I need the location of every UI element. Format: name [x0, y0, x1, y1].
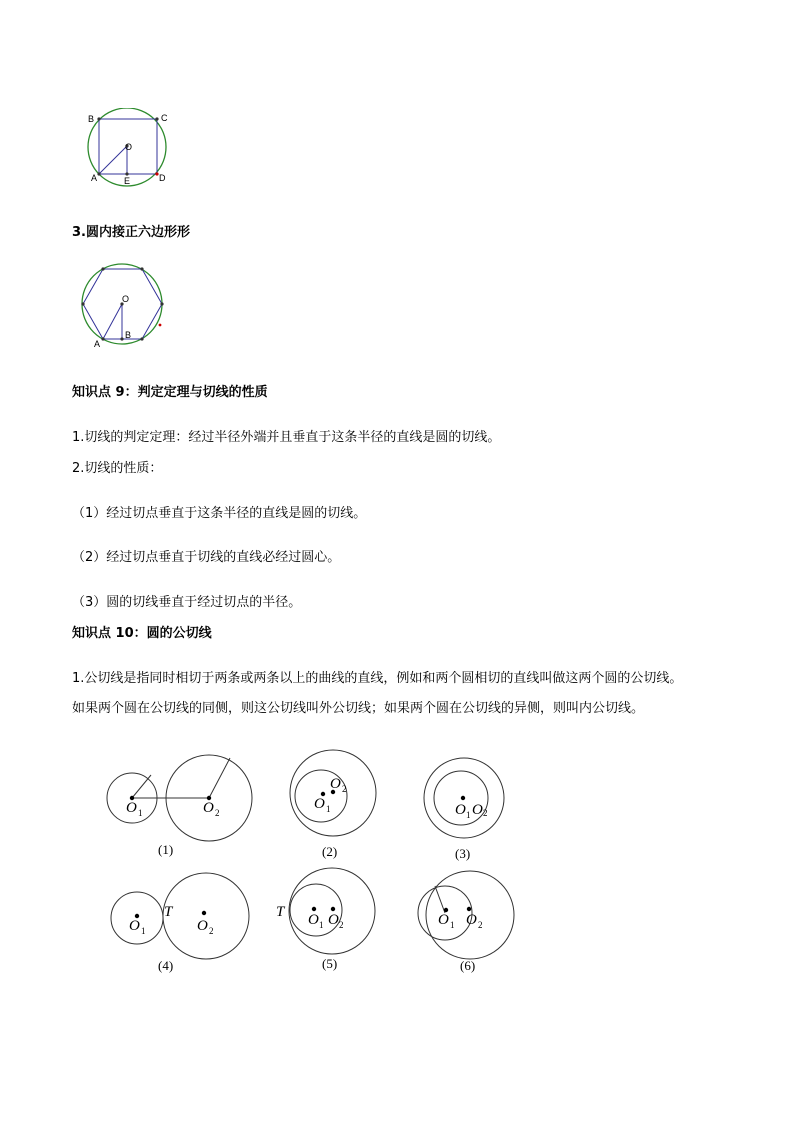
subscript: 1: [466, 810, 471, 820]
subscript: 2: [342, 784, 347, 794]
subscript: 1: [138, 808, 143, 818]
caption-1: (1): [158, 842, 174, 857]
caption-6: (6): [460, 958, 476, 973]
caption-4: (4): [158, 958, 174, 973]
center-label: O: [126, 800, 137, 816]
kp9-line1: 1.切线的判定定理：经过半径外端并且垂直于这条半径的直线是圆的切线。: [72, 430, 501, 445]
label-B: B: [125, 330, 132, 340]
kp9-item3: （3）圆的切线垂直于经过切点的半径。: [72, 595, 302, 610]
center-label: O: [466, 912, 477, 928]
circle-relations-figure: [100, 748, 540, 980]
center-label: O: [203, 800, 214, 816]
caption-5: (5): [322, 956, 338, 971]
center-label: O: [455, 802, 466, 818]
subscript: 1: [319, 920, 324, 930]
kp10-title: 知识点 10：圆的公切线: [72, 626, 212, 641]
tangent-point-label: T: [164, 904, 173, 920]
subscript: 2: [478, 920, 483, 930]
subscript: 2: [339, 920, 344, 930]
subscript: 1: [450, 920, 455, 930]
kp10-line2: 如果两个圆在公切线的同侧，则这公切线叫外公切线；如果两个圆在公切线的异侧，则叫内公切线。: [72, 701, 645, 716]
kp9-item2: （2）经过切点垂直于切线的直线必经过圆心。: [72, 550, 341, 565]
center-label: O: [472, 802, 483, 818]
center-label: O: [197, 918, 208, 934]
label-E: E: [124, 176, 131, 186]
center-label: O: [129, 918, 140, 934]
kp9-line2: 2.切线的性质：: [72, 461, 163, 476]
subscript: 1: [326, 804, 331, 814]
label-A: A: [94, 339, 101, 349]
figure-inscribed-square: [80, 108, 180, 188]
subscript: 2: [483, 808, 488, 818]
center-label: O: [438, 912, 449, 928]
label-B: B: [88, 114, 95, 124]
center-label: O: [308, 912, 319, 928]
label-A: A: [91, 173, 98, 183]
kp9-item1: （1）经过切点垂直于这条半径的直线是圆的切线。: [72, 506, 367, 521]
tangent-point-label: T: [276, 904, 285, 920]
center-label: O: [314, 796, 325, 812]
caption-3: (3): [455, 846, 471, 861]
kp10-line1: 1.公切线是指同时相切于两条或两条以上的曲线的直线，例如和两个圆相切的直线叫做这两个圆的公切线。: [72, 671, 683, 686]
subscript: 1: [141, 926, 146, 936]
section-3-title: 3.圆内接正六边形形: [72, 225, 190, 240]
label-O: O: [125, 142, 133, 152]
subscript: 2: [209, 926, 214, 936]
label-O: O: [122, 294, 130, 304]
center-label: O: [330, 776, 341, 792]
label-D: D: [159, 173, 166, 183]
figure-inscribed-hexagon: [78, 263, 170, 349]
center-label: O: [328, 912, 339, 928]
kp9-title: 知识点 9：判定定理与切线的性质: [72, 385, 268, 400]
subscript: 2: [215, 808, 220, 818]
caption-2: (2): [322, 844, 338, 859]
label-C: C: [161, 113, 168, 123]
